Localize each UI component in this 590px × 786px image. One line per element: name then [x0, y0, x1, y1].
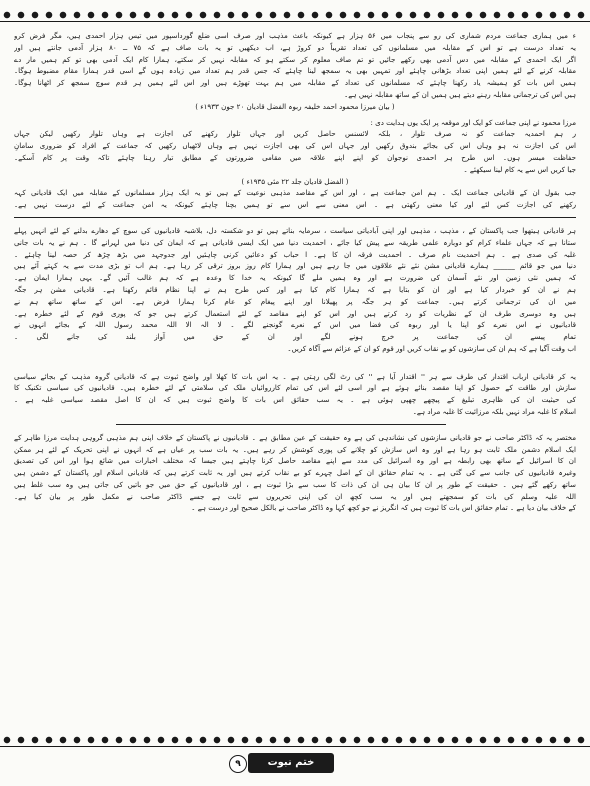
text-line: یہ تعداد درست ہے تو اس کے مقابلہ میں مسلمانوں کی تعداد تقریباً دو کروڑ ہے، اب دیکھیں تو یہ بات صاف ہے کہ ۷۵ ــ ۸۰ ہزار آدمی جانتے ہیں اور [14, 42, 576, 52]
text-line: جب بقول ان کے قادیانی جماعت ایک ۔ ہم امن جماعت ہے ، اور اس کے مقاصد مذہبی نوعیت کے ہیں تو یہ ایک ہزار مسلمانوں کے مقابلہ میں ایک قادیانی کہہ [14, 188, 576, 198]
text-line: ساتھ رکھے گئے ہیں ۔ حقیقت کے طور پر ان کا بیان ہی ان کی ذات کا سب سے بڑا ثبوت ہے ، اور قادیانیوں کے حق میں جو باتیں کی جاتی ہیں وہ سب غلط ہیں [14, 479, 576, 489]
section-1 [14, 30, 576, 113]
text-line: ر ہم احمدیہ جماعت کو نہ صرف تلوار ، بلکہ لائسنس حاصل کریں اور جہاں تلوار رکھنے کی اجازت ہے وہاں تلوار رکھیں لیکن جہاں [14, 129, 576, 139]
section-3 [14, 225, 576, 367]
text-line: اگر ایک احمدی کے مقابلہ میں دس آدمی بھی رکھے جائیں تو تم صاف معلوم کر سکتے ہو کہ مقابلہ نہیں کر سکتے، ہمارا کام ایک آدمی بھی تو کم ہمیں مار دے [14, 54, 576, 64]
page-footer [0, 751, 590, 775]
text-line: جیا کریں اس سے یہ کام لینا سیکھئے ۔ [463, 164, 576, 174]
article-body [14, 30, 576, 518]
citation: ( الفضل قادیان جلد ۲۲ مئی ۱۹۳۵ء ) [241, 176, 349, 186]
text-line: حفاظت میسر ہوں۔ اس طرح ہر احمدی نوجوان کو اپنے اپنے علاقہ میں مقامی ضرورتوں کے مطابق تیار رہنا چاہئے تاکہ وقت پر کام آسکے۔ [14, 152, 576, 162]
text-line: یہ کر قادیانی ارباب اقتدار کی طرف سے ہر '' اقتدار آیا ہے '' کی رٹ لگی رہتی ہے ۔ یہ اس بات کا کھلا اور واضح ثبوت ہے کہ قادیانی گروہ مذہب کے بجائے سیاسی [14, 371, 576, 381]
citation: ( بیان میرزا محمود احمد خلیفہ ربوہ الفضل قادیان ۲۰ جون ۱۹۳۳ء ) [195, 101, 395, 111]
text-line: ہیں اس کی ترجمانی مقابلہ رہنے دیتے ہیں ہمیں ان کے ساتھ مقابلہ نہیں ہے۔ [344, 89, 576, 99]
text-line: اب وقت آگیا ہے کہ ہم ان کی سازشوں کو بے نقاب کریں اور قوم کو ان کے عزائم سے آگاہ کریں۔ [287, 343, 576, 353]
text-line: ستانا ہے کہ جہاں علماء کرام کو دوبارہ علمی طریقہ سے پیش کیا جائے ، احمدیت دنیا میں ایک ایسی قادیانی ہے کہ ایمان کی دنیا میں لہرانے گا ۔ ہم نے یہ بات جانی [14, 237, 576, 247]
text-line: ہمیں اس بات کو ہمیشہ یاد رکھنا چاہئے کہ مسلمانوں کی تعداد کے مقابلہ میں ہم بہت تھوڑے ہیں اور اس لئے ہمیں ہر قدم سوچ سمجھ کر اٹھانا ہوگا۔ [14, 78, 576, 88]
text-line: کی حیثیت ان کی ظاہری تبلیغ کے پیچھے چھپی ہوئی ہے ۔ یہ سب حقائق اس بات کا واضح ثبوت ہیں کہ ان کا اصل مقصد سیاسی غلبہ ہے ۔ [14, 395, 576, 405]
bottom-ornamental-border [0, 733, 590, 747]
text-line: اللہ علیہ وسلم کی بات کو سمجھتے ہیں اور یہ سب کچھ ان کی اپنی تحریروں سے ثابت ہے جسے ڈاکٹر صاحب نے مکمل طور پر بیان کیا ہے۔ [14, 491, 576, 501]
text-line: ایک اسلام دشمن ملک ثابت ہو رہا ہے اور وہ اس سازش کو چلانے کی پوری کوشش کر رہے ہیں۔ یہ بات سب پر عیاں ہے کہ انہوں نے اپنی تحریک کے لئے ہر ممکن [14, 444, 576, 454]
text-line: اس کی اجازت نہ ہو وہاں اس کی بجائے بندوق رکھیں اور جہاں اس کی بھی اجازت نہیں ہے وہاں لاٹھیاں رکھیں کہ جماعت کے افراد کو ضروری سامانِ [14, 141, 576, 151]
text-line: ہیں وہ دوسری طرف ان کے نظریات کو رد کرتے ہیں اور اس کو اپنے مقاصد کے لئے استعمال کرتے ہیں جو کہ پوری قوم کے لئے خطرہ ہے۔ [14, 308, 576, 318]
text-line: کہ ہمیں نئی زمین اور نئے آسمان کی ضرورت ہے اور وہ ہمیں ملے گا کیونکہ یہ خدا کا وعدہ ہے کہ ہم غالب آئیں گے۔ یہی ہمارا ایمان ہے۔ [14, 273, 576, 283]
text-line: ہم نے ان کو خبردار کیا ہے اور ان کو بتایا ہے کہ ہمارا کام کیا ہے اور کس طرح ہم نے اپنا نظام قائم رکھنا ہے۔ قادیانی مشن ہر جگہ [14, 284, 576, 294]
text-line: کے خلاف بیان دیا ہے ۔ تمام حقائق اس بات کا ثبوت ہیں کہ انگریز نے جو کچھ کہا وہ ڈاکٹر صاحب نے بالکل صحیح اور درست ہے ۔ [191, 503, 576, 513]
text-line: ان کا اسرائیل کے ساتھ بھی رابطہ ہے اور وہ اسرائیل کی مدد سے اپنے مقاصد حاصل کرنا چاہتے ہیں جیسا کہ مختلف اخبارات میں شائع ہوا اور اس کی تصدیق [14, 456, 576, 466]
text-line: ہر قادیانی ہیتھوا جب پاکستان کے ، مذہب ، مذہبی اور اپنی آبادیاتی سیاست ، سرمایہ بناتے ہیں تو دو شکستہ دل، بلاشبہ قادیانیوں کی سوچ کے دھارے بدلنے کے لئے انہیں پہلے [14, 225, 576, 235]
text-line: سازش اور طاقت کے حصول کو اپنا مقصد بنائے ہوئے ہے اور اسی لئے اس کی تمام کارروائیاں ملک کی سلامتی کے لئے خطرہ ہیں۔ قادیانیوں کی سیاسی تکنیک کا [14, 383, 576, 393]
text-line: اسلام کا غلبہ مراد نہیں بلکہ مرزائیت کا غلبہ مراد ہے۔ [412, 406, 576, 416]
text-line: مختصر یہ کہ ڈاکٹر صاحب نے جو قادیانی سازشوں کی نشاندہی کی ہے وہ حقیقت کے عین مطابق ہے ۔ قادیانیوں نے پاکستان کے خلاف اپنی ہم مذہبی گروہی ہدایت مرزا طاہر کے [14, 432, 576, 442]
text-line: وغیرہ قادیانیوں کی جانب سے کی گئی ہے ۔ یہ تمام حقائق ان کے اصل چہرے کو بے نقاب کرتے ہیں اور یہ ثابت کرتے ہیں کہ قادیانی اسلام اور پاکستان کے دشمن ہیں [14, 468, 576, 478]
text-line: تمام پیسے ان کی جماعت پر خرچ ہونے لگے اور ان کے حق میں آواز بلند کی جانے لگی ۔ [14, 332, 576, 342]
section-5 [14, 432, 576, 515]
text-line: ء میں ہماری جماعت مردم شماری کی رو سے پنجاب میں ۵۶ ہزار ہے کیونکہ باعث مذہب اور صرف اسی ضلع گورداسپور میں تیس ہزار احمدی ہیں، مگر فرض کرو [14, 31, 576, 40]
text-line: مقابلہ کرنے کے لئے ہمیں اپنی تعداد بڑھانی چاہئے اور تمہیں بھی یہ سمجھ لینا چاہئے کہ جس قدر ہم تعداد میں زیادہ ہوں گے اسی قدر ہمارا مقام مضبوط ہوگا۔ [14, 66, 576, 76]
text-line: مرزا محمود نے اپنی جماعت کو ایک اور موقعہ پر ایک یوں ہدایت دی : [370, 117, 576, 127]
text-line [14, 355, 576, 367]
text-line: میں ان کی ترجمانی کرتے ہیں۔ جماعت کو ہر جگہ پر پھیلانا اور اپنے پیغام کو عام کرنا ہمارا فرض ہے۔ اس کے ساتھ ساتھ ہم نے [14, 296, 576, 306]
section-2 [14, 117, 576, 211]
text-line: غلبہ کی صدی ہے ۔ ہم احمدیت نام صرف ۔ احمدیت فرقہ ان کا ہے۔ ا حباب کو دعائیں کرنی چاہئیں اور جدوجہد میں بڑھ چڑھ کر حصہ لینا چاہئے ۔ [14, 249, 576, 259]
section-divider [14, 217, 576, 218]
top-ornamental-border [0, 8, 590, 22]
section-4 [14, 371, 576, 418]
magazine-logo: ختم نبوت [248, 753, 334, 773]
section-divider [116, 424, 446, 425]
page-number: ۹ [229, 755, 247, 773]
text-line: قادیانیوں نے اس نعرے کو اپنا یا اور ربوہ کی فضا میں اس کے نعرے گونجنے لگے ۔ لا الہ الا اللہ محمد رسول اللہ کے بجائے انہوں نے [14, 320, 576, 330]
text-line: دنیا میں جو قائم ______ ہمارے قادیانی مشن نئے نئے علاقوں میں جا رہے ہیں اور ہمارا کام روز بروز ترقی کر رہا ہے۔ ہم اب تو بڑی مدت سے یہ کہتے آئے ہیں [14, 261, 576, 271]
text-line: رکھنے کی اجازت کس لئے اور کیا معنی رکھتی ہے ۔ اس معنی سے اس سے تو ہمیں بچنا چاہئے کیونکہ یہ امن جماعت کے لئے درست نہیں ہے۔ [14, 200, 576, 210]
